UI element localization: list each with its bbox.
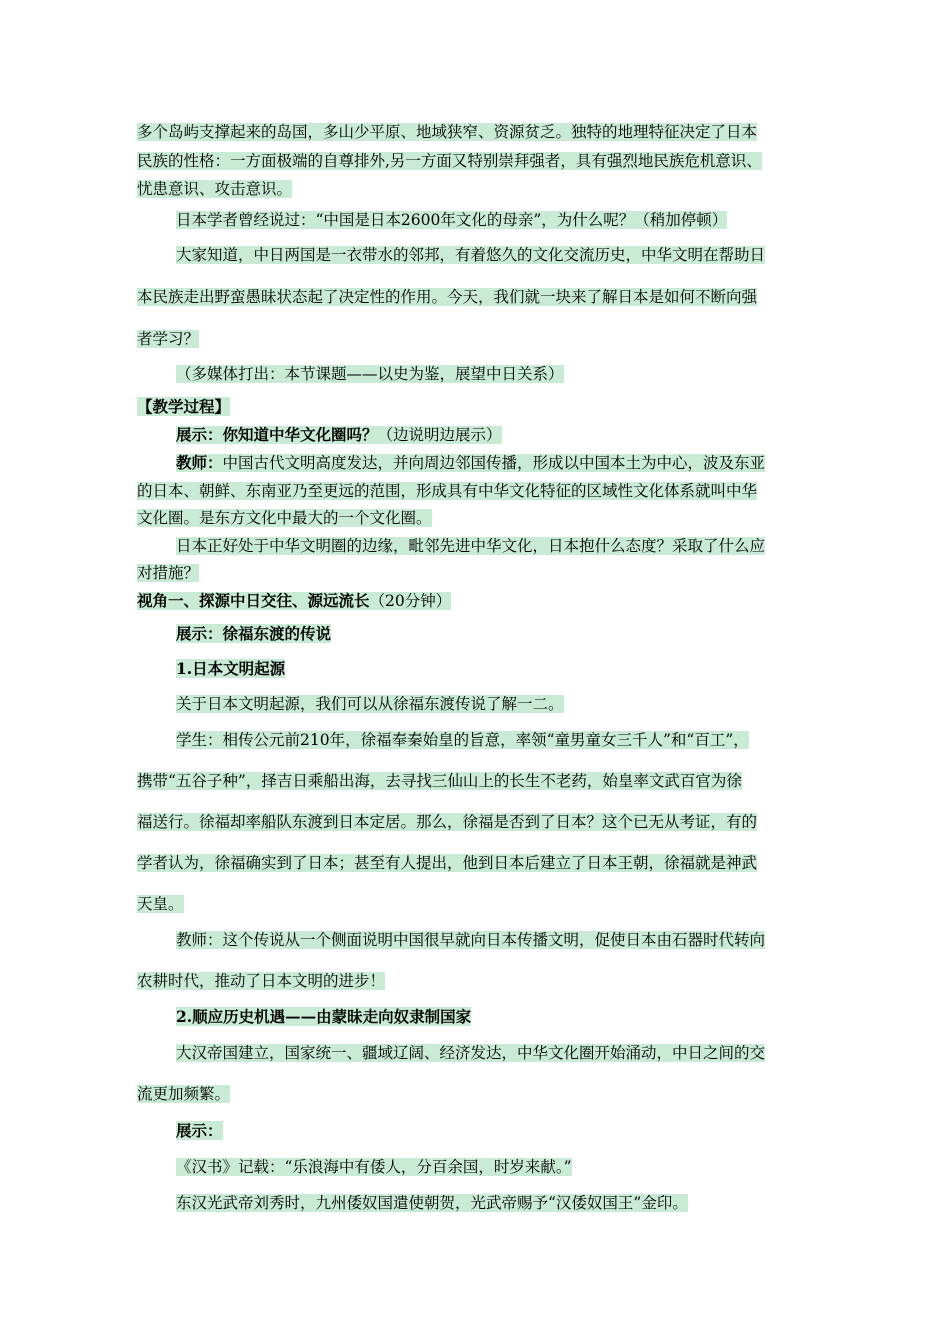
section-heading: 视角一、探源中日交往、源远流长（20分钟） — [137, 591, 452, 610]
subheading: 1.日本文明起源 — [176, 659, 286, 678]
paragraph-line: 天皇。 — [137, 895, 184, 913]
paragraph-line: 展示：你知道中华文化圈吗？（边说明边展示） — [176, 425, 502, 444]
paragraph-line: 大家知道，中日两国是一衣带水的邻邦，有着悠久的文化交流历史，中华文明在帮助日 — [176, 246, 766, 264]
section-heading: 【教学过程】 — [137, 397, 231, 416]
quote-line: 《汉书》记载：“乐浪海中有倭人，分百余国，时岁来献。” — [176, 1158, 572, 1176]
paragraph-line: 多个岛屿支撑起来的岛国，多山少平原、地域狭窄、资源贫乏。独特的地理特征决定了日本 — [137, 123, 758, 141]
paragraph-line: 流更加频繁。 — [137, 1085, 231, 1103]
paragraph-line: 日本学者曾经说过：“中国是日本2600年文化的母亲”，为什么呢？（稍加停顿） — [176, 211, 728, 229]
paragraph-line: 民族的性格：一方面极端的自尊排外,另一方面又特别崇拜强者，具有强烈地民族危机意识、 — [137, 152, 762, 170]
paragraph-line: 本民族走出野蛮愚昧状态起了决定性的作用。今天，我们就一块来了解日本是如何不断向强 — [137, 288, 758, 306]
paragraph-line: 学生：相传公元前210年，徐福奉秦始皇的旨意，率领“童男童女三千人”和“百工”， — [176, 731, 749, 749]
paragraph-line: 对措施？ — [137, 564, 200, 582]
paragraph-line: 忧患意识、攻击意识。 — [137, 180, 293, 198]
paragraph-line: 者学习？ — [137, 330, 200, 348]
subheading: 展示：徐福东渡的传说 — [176, 624, 332, 643]
subheading: 2.顺应历史机遇——由蒙昧走向奴隶制国家 — [176, 1007, 472, 1026]
paragraph-line: 文化圈。是东方文化中最大的一个文化圈。 — [137, 509, 432, 527]
paragraph-line: 学者认为，徐福确实到了日本；甚至有人提出，他到日本后建立了日本王朝，徐福就是神武 — [137, 854, 758, 872]
paragraph-line: 福送行。徐福却率船队东渡到日本定居。那么，徐福是否到了日本？这个已无从考证，有的 — [137, 813, 758, 831]
paragraph-line: 东汉光武帝刘秀时，九州倭奴国遣使朝贺，光武帝赐予“汉倭奴国王”金印。 — [176, 1194, 688, 1212]
paragraph-line: 携带“五谷子种”，择吉日乘船出海，去寻找三仙山上的长生不老药，始皇率文武百官为徐 — [137, 772, 742, 790]
paragraph-line: （多媒体打出：本节课题——以史为鉴，展望中日关系） — [176, 365, 564, 383]
paragraph-line: 的日本、朝鲜、东南亚乃至更远的范围，形成具有中华文化特征的区域性文化体系就叫中华 — [137, 482, 758, 500]
paragraph-line: 教师：中国古代文明高度发达，并向周边邻国传播，形成以中国本土为中心，波及东亚 — [176, 453, 766, 472]
paragraph-line: 农耕时代，推动了日本文明的进步！ — [137, 972, 386, 990]
paragraph-line: 教师：这个传说从一个侧面说明中国很早就向日本传播文明，促使日本由石器时代转向 — [176, 931, 766, 949]
paragraph-line: 大汉帝国建立，国家统一、疆域辽阔、经济发达，中华文化圈开始涌动，中日之间的交 — [176, 1044, 766, 1062]
subheading: 展示： — [176, 1121, 223, 1140]
paragraph-line: 关于日本文明起源，我们可以从徐福东渡传说了解一二。 — [176, 695, 564, 713]
paragraph-line: 日本正好处于中华文明圈的边缘，毗邻先进中华文化，日本抱什么态度？采取了什么应 — [176, 537, 766, 555]
